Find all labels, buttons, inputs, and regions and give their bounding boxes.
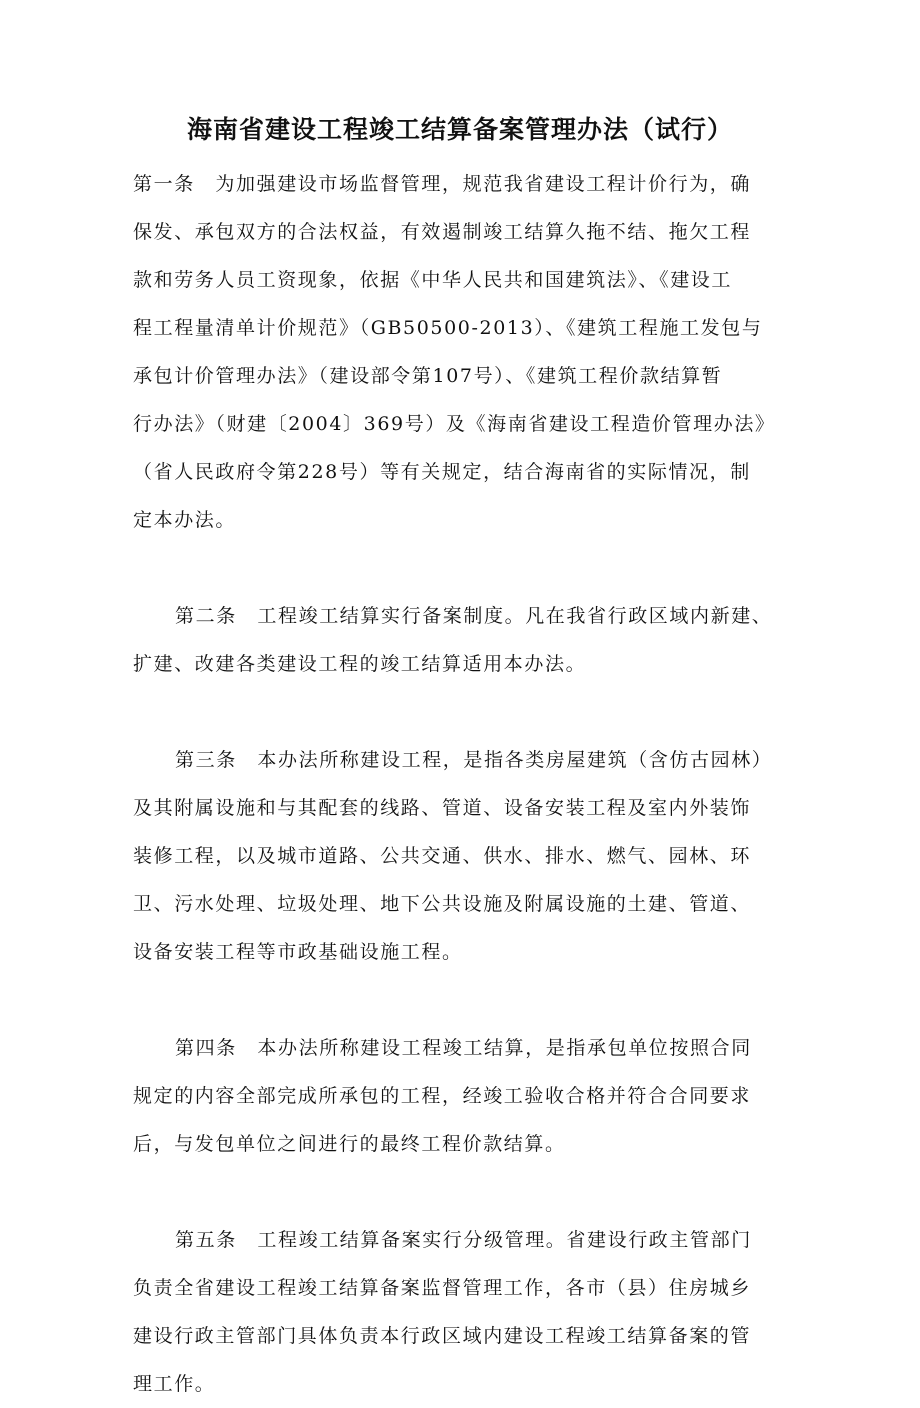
article-3-line: 卫、污水处理、垃圾处理、地下公共设施及附属设施的土建、管道、 [133, 893, 752, 915]
article-3-line: 第三条 本办法所称建设工程，是指各类房屋建筑（含仿古园林） [175, 749, 773, 771]
article-1-line: 保发、承包双方的合法权益，有效遏制竣工结算久拖不结、拖欠工程 [133, 221, 752, 243]
paragraph-spacer [133, 544, 793, 592]
paragraph-spacer [133, 976, 793, 1024]
article-5 [133, 1216, 793, 1408]
article-1-line: 第一条 为加强建设市场监督管理，规范我省建设工程计价行为，确 [133, 173, 752, 195]
paragraph-spacer [133, 688, 793, 736]
article-2 [133, 592, 793, 688]
article-5-line: 建设行政主管部门具体负责本行政区域内建设工程竣工结算备案的管 [133, 1325, 752, 1347]
article-1-line: 程工程量清单计价规范》（GB50500-2013）、《建筑工程施工发包与 [133, 317, 763, 339]
document-title: 海南省建设工程竣工结算备案管理办法（试行） [186, 115, 733, 144]
article-2-line: 扩建、改建各类建设工程的竣工结算适用本办法。 [133, 653, 587, 675]
article-1-line: 定本办法。 [133, 509, 237, 531]
article-5-line: 负责全省建设工程竣工结算备案监督管理工作，各市（县）住房城乡 [133, 1277, 752, 1299]
article-2-line: 第二条 工程竣工结算实行备案制度。凡在我省行政区域内新建、 [175, 605, 773, 627]
article-1-line: 行办法》（财建〔2004〕369号）及《海南省建设工程造价管理办法》 [133, 413, 776, 435]
article-1-line: 款和劳务人员工资现象，依据《中华人民共和国建筑法》、《建设工 [133, 269, 733, 291]
article-3-line: 设备安装工程等市政基础设施工程。 [133, 941, 463, 963]
article-4 [133, 1024, 793, 1168]
document-body [133, 160, 793, 1408]
paragraph-spacer [133, 1168, 793, 1216]
article-1-line: （省人民政府令第228号）等有关规定，结合海南省的实际情况，制 [133, 461, 751, 483]
article-3 [133, 736, 793, 976]
article-3-line: 装修工程，以及城市道路、公共交通、供水、排水、燃气、园林、环 [133, 845, 752, 867]
article-4-line: 第四条 本办法所称建设工程竣工结算，是指承包单位按照合同 [175, 1037, 752, 1059]
article-5-line: 理工作。 [133, 1373, 216, 1395]
article-1-line: 承包计价管理办法》（建设部令第107号）、《建筑工程价款结算暂 [133, 365, 723, 387]
article-4-line: 规定的内容全部完成所承包的工程，经竣工验收合格并符合合同要求 [133, 1085, 752, 1107]
article-4-line: 后，与发包单位之间进行的最终工程价款结算。 [133, 1133, 566, 1155]
article-5-line: 第五条 工程竣工结算备案实行分级管理。省建设行政主管部门 [175, 1229, 752, 1251]
article-1 [133, 160, 793, 544]
article-3-line: 及其附属设施和与其配套的线路、管道、设备安装工程及室内外装饰 [133, 797, 752, 819]
